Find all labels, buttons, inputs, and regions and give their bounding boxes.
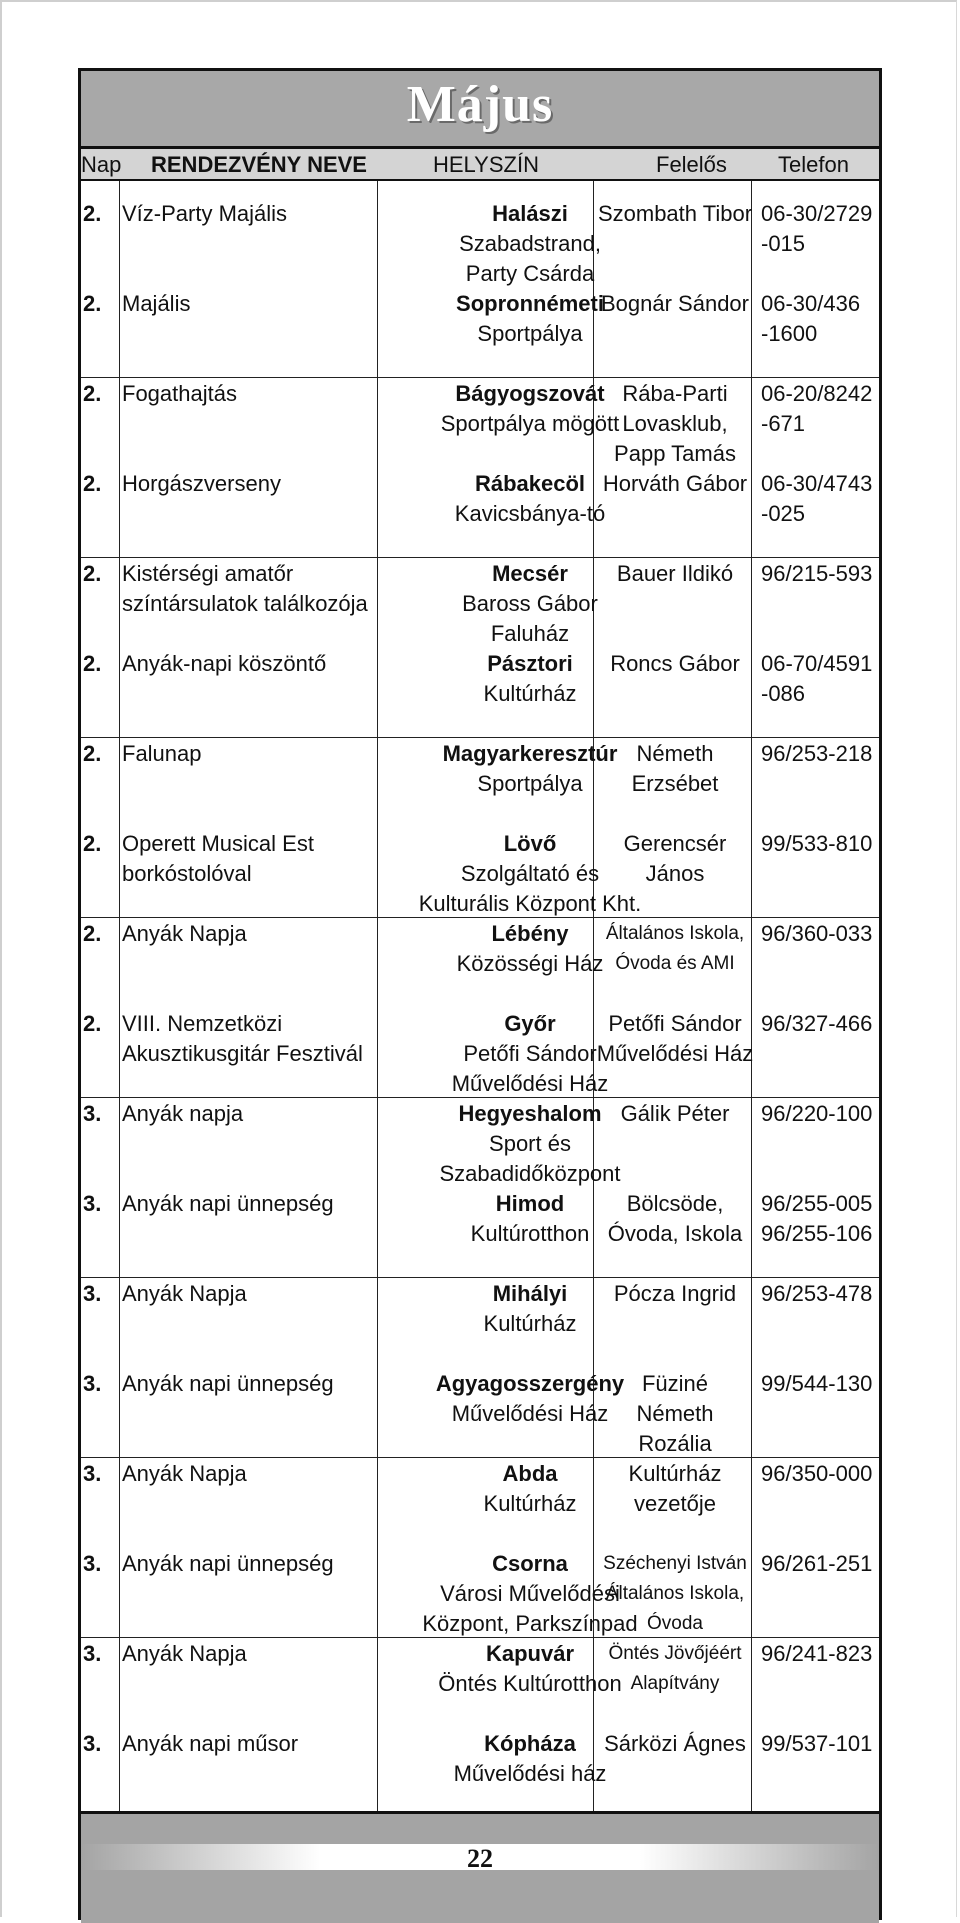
responsible-cell xyxy=(593,829,757,889)
venue-detail-line: Kavicsbánya-tó xyxy=(454,501,606,526)
responsible-line: Bölcsöde, xyxy=(626,1191,724,1216)
responsible-line: Németh xyxy=(636,741,714,766)
day-cell: 3. xyxy=(83,1461,102,1486)
event-name-line: színtársulatok találkozója xyxy=(122,591,368,616)
phone-cell xyxy=(751,379,879,439)
day-cell: 3. xyxy=(83,1551,102,1576)
day-cell: 3. xyxy=(83,1281,102,1306)
responsible-line: Szombath Tibor xyxy=(597,201,753,226)
event-name-line: Víz-Party Majális xyxy=(122,201,288,226)
day-cell: 2. xyxy=(83,381,102,406)
responsible-line: Széchenyi István xyxy=(603,1553,747,1574)
phone-cell xyxy=(751,829,879,859)
event-name-line: Operett Musical Est xyxy=(122,831,314,856)
venue-detail-line: Művelődési ház xyxy=(453,1761,607,1786)
venue-town: Halászi xyxy=(492,201,568,226)
responsible-cell xyxy=(593,1099,757,1129)
event-name-line: Anyák Napja xyxy=(122,1281,247,1306)
responsible-line: Rozália xyxy=(638,1431,712,1456)
responsible-line: Erzsébet xyxy=(631,771,719,796)
row-divider xyxy=(81,1457,879,1458)
venue-town: Rábakecöl xyxy=(474,471,586,496)
venue-town: Pásztori xyxy=(487,651,573,676)
phone-cell xyxy=(751,1639,879,1669)
event-name-line: Falunap xyxy=(122,741,202,766)
phone-cell xyxy=(751,1459,879,1489)
responsible-line: Óvoda xyxy=(647,1613,703,1634)
responsible-cell xyxy=(593,1729,757,1759)
phone-cell xyxy=(751,1189,879,1249)
phone-cell xyxy=(751,469,879,529)
day-cell: 3. xyxy=(83,1101,102,1126)
phone-cell xyxy=(751,1099,879,1129)
responsible-line: Bognár Sándor xyxy=(601,291,749,316)
day-cell: 2. xyxy=(83,291,102,316)
venue-town: Lövő xyxy=(503,831,557,856)
footer-bar xyxy=(81,1811,879,1923)
venue-detail-line: Szolgáltató és xyxy=(460,861,600,886)
responsible-line: Sárközi Ágnes xyxy=(604,1731,746,1756)
day-cell: 3. xyxy=(83,1191,102,1216)
responsible-cell xyxy=(593,1549,757,1639)
day-cell: 2. xyxy=(83,1011,102,1036)
responsible-cell xyxy=(593,1279,757,1309)
responsible-cell xyxy=(593,1369,757,1459)
phone-line: 96/253-478 xyxy=(761,1281,873,1306)
phone-line: 96/360-033 xyxy=(761,921,873,946)
event-name-line: Anyák Napja xyxy=(122,921,247,946)
event-calendar-table xyxy=(78,68,882,1920)
phone-line: 06-70/4591 xyxy=(761,651,873,676)
event-name-line: Anyák Napja xyxy=(122,1461,247,1486)
day-cell: 2. xyxy=(83,921,102,946)
row-divider xyxy=(81,377,879,378)
venue-detail-line: Kultúrház xyxy=(483,681,577,706)
venue-detail-line: Közösségi Ház xyxy=(456,951,604,976)
responsible-line: János xyxy=(645,861,705,886)
event-name-line: Fogathajtás xyxy=(122,381,237,406)
phone-line: 06-30/2729 xyxy=(761,201,873,226)
venue-detail-line: Művelődési Ház xyxy=(451,1071,609,1096)
phone-line: 96/253-218 xyxy=(761,741,873,766)
venue-detail-line: Kultúrház xyxy=(483,1491,577,1516)
responsible-cell xyxy=(593,1459,757,1519)
venue-detail-line: Sportpálya xyxy=(477,771,583,796)
phone-line: -086 xyxy=(761,681,806,706)
responsible-line: Petőfi Sándor xyxy=(608,1011,742,1036)
day-cell: 2. xyxy=(83,561,102,586)
phone-cell xyxy=(751,1279,879,1309)
venue-detail-line: Sportpálya mögött xyxy=(440,411,620,436)
row-divider xyxy=(81,1277,879,1278)
day-cell: 2. xyxy=(83,651,102,676)
event-name-line: Akusztikusgitár Fesztivál xyxy=(122,1041,363,1066)
event-name-line: Majális xyxy=(122,291,191,316)
phone-line: 96/327-466 xyxy=(761,1011,873,1036)
responsible-line: Általános Iskola, xyxy=(605,923,745,944)
event-name-line: Kistérségi amatőr xyxy=(122,561,294,586)
phone-line: 96/255-106 xyxy=(761,1221,873,1246)
venue-town: Mecsér xyxy=(492,561,568,586)
venue-town: Agyagosszergény xyxy=(435,1371,625,1396)
day-cell: 3. xyxy=(83,1371,102,1396)
phone-line: -671 xyxy=(761,411,806,436)
phone-cell xyxy=(751,289,879,349)
phone-line: 96/241-823 xyxy=(761,1641,873,1666)
event-name-line: VIII. Nemzetközi xyxy=(122,1011,283,1036)
responsible-line: Németh xyxy=(636,1401,714,1426)
header-phone: Telefon xyxy=(778,152,849,177)
header-nap: Nap xyxy=(81,152,122,177)
venue-detail-line: Városi Művelődési xyxy=(440,1581,620,1606)
phone-cell xyxy=(751,1729,879,1759)
phone-cell xyxy=(751,1369,879,1399)
venue-town: Himod xyxy=(495,1191,565,1216)
responsible-cell xyxy=(593,469,757,499)
event-name-line: Horgászverseny xyxy=(122,471,281,496)
responsible-line: Lovasklub, xyxy=(622,411,728,436)
phone-line: 96/215-593 xyxy=(761,561,873,586)
header-place: HELYSZÍN xyxy=(433,152,539,177)
phone-line: 06-20/8242 xyxy=(761,381,873,406)
venue-detail-line: Szabadidőközpont xyxy=(439,1161,621,1186)
venue-town: Mihályi xyxy=(492,1281,568,1306)
day-cell: 2. xyxy=(83,831,102,856)
page-number: 22 xyxy=(467,1844,493,1873)
venue-detail-line: Sport és xyxy=(489,1131,571,1156)
phone-cell xyxy=(751,559,879,589)
responsible-line: Füziné xyxy=(641,1371,709,1396)
row-divider xyxy=(81,737,879,738)
responsible-line: Pócza Ingrid xyxy=(613,1281,737,1306)
venue-town: Csorna xyxy=(492,1551,568,1576)
phone-cell xyxy=(751,1009,879,1039)
responsible-line: Művelődési Ház xyxy=(596,1041,754,1066)
event-name-line: Anyák napi ünnepség xyxy=(122,1551,334,1576)
event-name-line: Anyák-napi köszöntő xyxy=(122,651,327,676)
event-name-line: Anyák Napja xyxy=(122,1641,247,1666)
venue-detail-line: Party Csárda xyxy=(465,261,595,286)
responsible-line: Kultúrház xyxy=(628,1461,722,1486)
event-name-line: borkóstolóval xyxy=(122,861,252,886)
phone-cell xyxy=(751,919,879,949)
venue-detail-line: Kulturális Központ Kht. xyxy=(418,891,642,916)
responsible-cell xyxy=(593,379,757,469)
header-event: RENDEZVÉNY NEVE xyxy=(151,152,367,177)
responsible-line: Rába-Parti xyxy=(622,381,728,406)
responsible-line: Öntés Jövőjéért xyxy=(608,1643,742,1664)
responsible-cell xyxy=(593,289,757,319)
event-name-line: Anyák napja xyxy=(122,1101,244,1126)
responsible-cell xyxy=(593,919,757,979)
responsible-line: Papp Tamás xyxy=(614,441,736,466)
venue-detail-line: Petőfi Sándor xyxy=(463,1041,597,1066)
responsible-line: Gerencsér xyxy=(623,831,727,856)
phone-line: 06-30/4743 xyxy=(761,471,873,496)
venue-town: Sopronnémeti xyxy=(456,291,604,316)
responsible-line: Óvoda, Iskola xyxy=(607,1221,743,1246)
venue-detail-line: Kultúrotthon xyxy=(470,1221,590,1246)
venue-town: Győr xyxy=(504,1011,556,1036)
phone-line: 99/544-130 xyxy=(761,1371,873,1396)
responsible-line: vezetője xyxy=(634,1491,716,1516)
day-cell: 3. xyxy=(83,1731,102,1756)
phone-line: 96/350-000 xyxy=(761,1461,873,1486)
responsible-line: Óvoda és AMI xyxy=(615,953,735,974)
responsible-cell xyxy=(593,1009,757,1069)
month-title: Május xyxy=(406,76,554,133)
column-divider xyxy=(119,181,120,1811)
phone-line: 96/220-100 xyxy=(761,1101,873,1126)
responsible-line: Horváth Gábor xyxy=(602,471,748,496)
responsible-cell xyxy=(593,1639,757,1699)
venue-detail-line: Baross Gábor xyxy=(462,591,598,616)
phone-cell xyxy=(751,739,879,769)
venue-town: Kópháza xyxy=(484,1731,576,1756)
venue-town: Bágyogszovát xyxy=(455,381,605,406)
phone-line: 96/255-005 xyxy=(761,1191,873,1216)
day-cell: 2. xyxy=(83,471,102,496)
venue-town: Lébény xyxy=(491,921,569,946)
event-name-line: Anyák napi ünnepség xyxy=(122,1191,334,1216)
day-cell: 3. xyxy=(83,1641,102,1666)
event-name-line: Anyák napi műsor xyxy=(122,1731,299,1756)
responsible-cell xyxy=(593,649,757,679)
column-header-row xyxy=(81,149,879,181)
venue-detail-line: Sportpálya xyxy=(477,321,583,346)
venue-town: Hegyeshalom xyxy=(458,1101,602,1126)
responsible-cell xyxy=(593,559,757,589)
responsible-line: Általános Iskola, xyxy=(605,1583,745,1604)
phone-cell xyxy=(751,199,879,259)
event-name-line: Anyák napi ünnepség xyxy=(122,1371,334,1396)
responsible-cell xyxy=(593,199,757,229)
venue-detail-line: Kultúrház xyxy=(483,1311,577,1336)
venue-town: Abda xyxy=(502,1461,558,1486)
responsible-cell xyxy=(593,739,757,799)
venue-detail-line: Művelődési Ház xyxy=(451,1401,609,1426)
phone-line: 96/261-251 xyxy=(761,1551,873,1576)
phone-line: -015 xyxy=(761,231,806,256)
venue-detail-line: Öntés Kultúrotthon xyxy=(438,1671,622,1696)
venue-town: Kapuvár xyxy=(485,1641,575,1666)
day-cell: 2. xyxy=(83,741,102,766)
phone-line: -025 xyxy=(761,501,806,526)
venue-detail-line: Faluház xyxy=(490,621,570,646)
phone-cell xyxy=(751,1549,879,1579)
phone-cell xyxy=(751,649,879,709)
day-cell: 2. xyxy=(83,201,102,226)
responsible-cell xyxy=(593,1189,757,1249)
phone-line: 99/533-810 xyxy=(761,831,873,856)
venue-detail-line: Szabadstrand, xyxy=(459,231,601,256)
phone-line: -1600 xyxy=(761,321,818,346)
header-responsible: Felelős xyxy=(656,152,727,177)
phone-line: 99/537-101 xyxy=(761,1731,873,1756)
month-title-bar xyxy=(81,71,879,149)
phone-line: 06-30/436 xyxy=(761,291,861,316)
responsible-line: Roncs Gábor xyxy=(610,651,740,676)
row-divider xyxy=(81,557,879,558)
venue-town: Magyarkeresztúr xyxy=(442,741,618,766)
responsible-line: Gálik Péter xyxy=(620,1101,730,1126)
responsible-line: Bauer Ildikó xyxy=(616,561,734,586)
venue-detail-line: Központ, Parkszínpad xyxy=(422,1611,638,1636)
responsible-line: Alapítvány xyxy=(630,1673,720,1694)
